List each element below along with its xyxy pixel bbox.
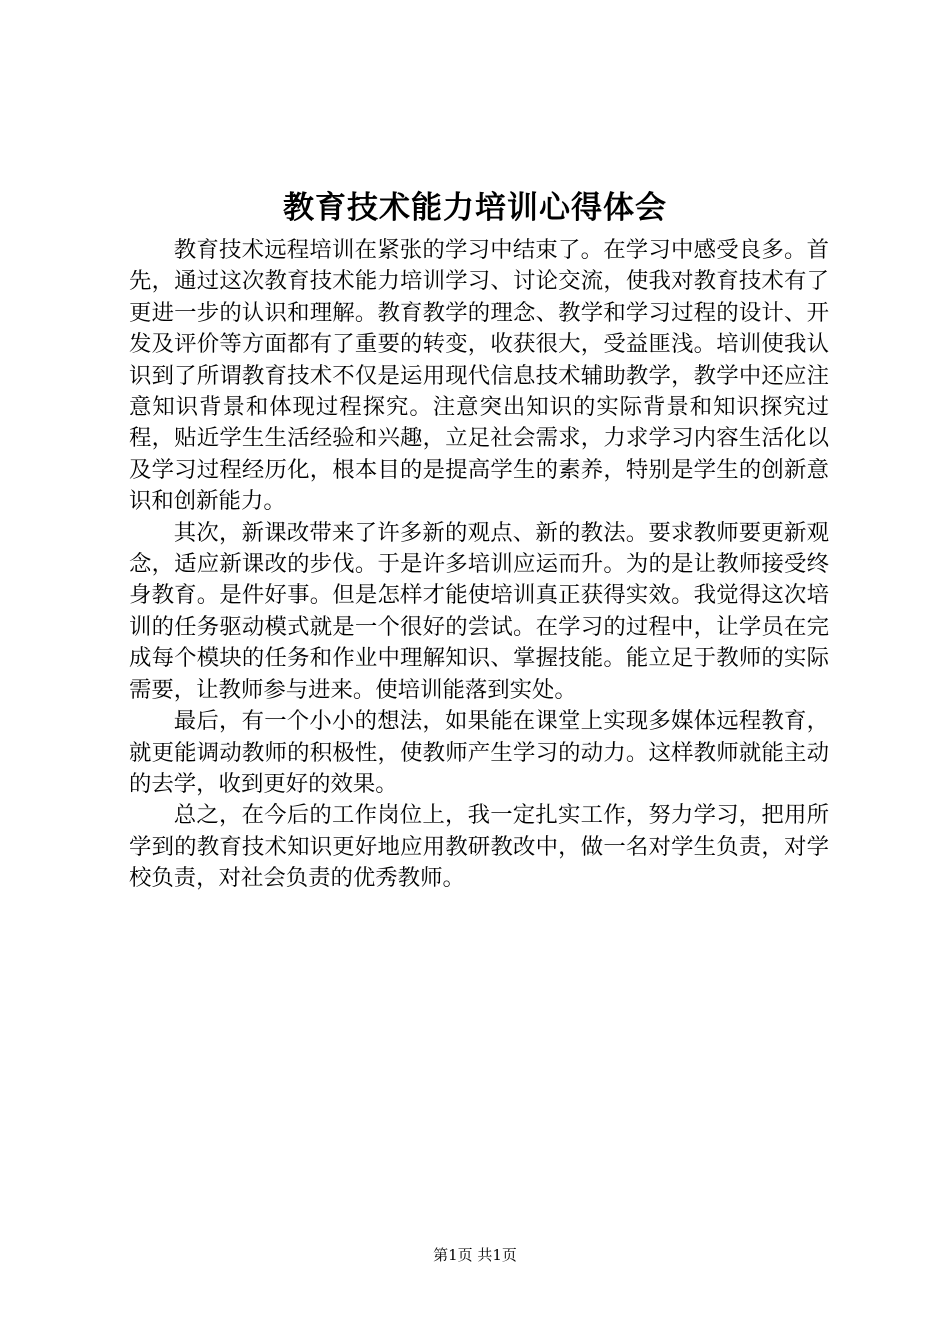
document-title: 教育技术能力培训心得体会 xyxy=(283,190,667,226)
page-number-footer: 第1页 共1页 xyxy=(433,1246,517,1264)
paragraph-3: 最后，有一个小小的想法，如果能在课堂上实现多媒体远程教育，就更能调动教师的积极性，使教师产生学习的动力。这样教师就能主动的去学，收到更好的效果。 xyxy=(129,708,829,797)
document-body xyxy=(129,235,829,895)
paragraph-1: 教育技术远程培训在紧张的学习中结束了。在学习中感受良多。首先，通过这次教育技术能力培训学习、讨论交流，使我对教育技术有了更进一步的认识和理解。教育教学的理念、教学和学习过程的设计、开发及评价等方面都有了重要的转变，收获很大，受益匪浅。培训使我认识到了所谓教育技术不仅是运用现代信息技术辅助教学，教学中还应注意知识背景和体现过程探究。注意突出知识的实际背景和知识探究过程，贴近学生生活经验和兴趣，立足社会需求，力求学习内容生活化以及学习过程经历化，根本目的是提高学生的素养，特别是学生的创新意识和创新能力。 xyxy=(129,237,829,515)
paragraph-2: 其次，新课改带来了许多新的观点、新的教法。要求教师要更新观念，适应新课改的步伐。于是许多培训应运而升。为的是让教师接受终身教育。是件好事。但是怎样才能使培训真正获得实效。我觉得这次培训的任务驱动模式就是一个很好的尝试。在学习的过程中，让学员在完成每个模块的任务和作业中理解知识、掌握技能。能立足于教师的实际需要，让教师参与进来。使培训能落到实处。 xyxy=(129,519,829,703)
paragraph-4: 总之，在今后的工作岗位上，我一定扎实工作，努力学习，把用所学到的教育技术知识更好地应用教研教改中，做一名对学生负责，对学校负责，对社会负责的优秀教师。 xyxy=(129,802,829,892)
